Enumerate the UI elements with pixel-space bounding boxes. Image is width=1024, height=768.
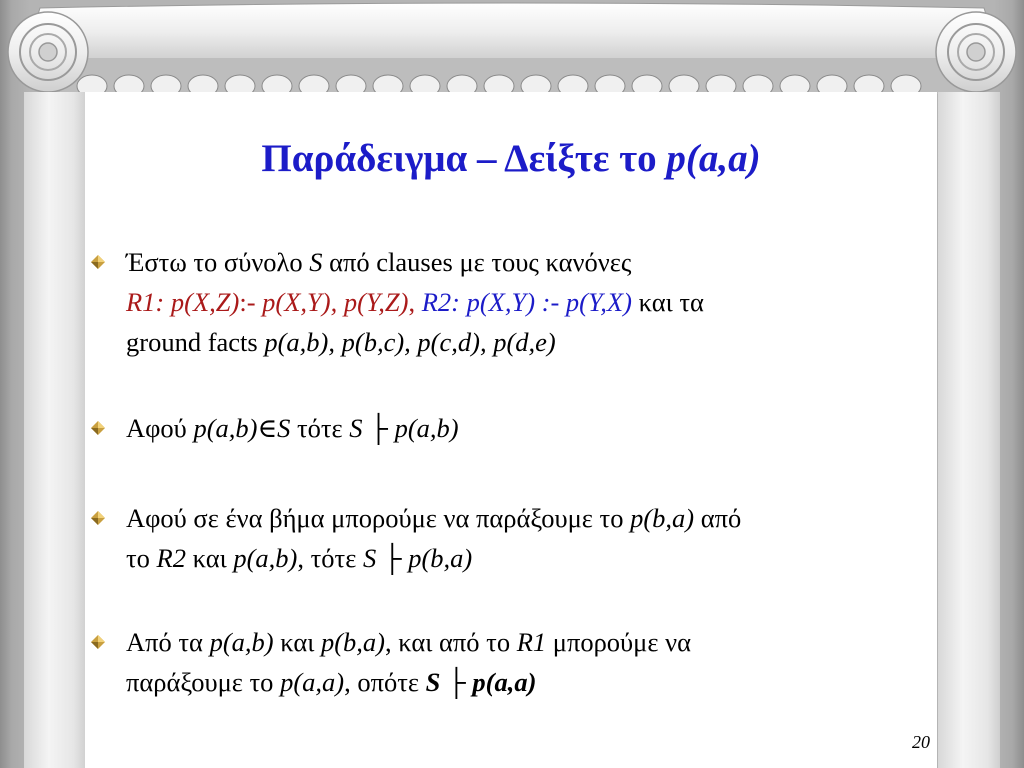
slide-number: 20: [912, 732, 930, 752]
text-run: ,: [408, 287, 422, 317]
text-run: S: [362, 543, 377, 573]
text-run: p(b,a): [630, 503, 695, 533]
bullet-line: [126, 662, 691, 702]
text-run: p(a,b): [209, 627, 274, 657]
bullet-text: [126, 498, 741, 578]
text-run: p(b,a): [408, 543, 473, 573]
text-run: S: [349, 413, 363, 443]
text-run: από clauses με τους κανόνες: [322, 247, 632, 277]
bullet-line: [126, 622, 691, 662]
text-run: S: [309, 247, 323, 277]
text-run: S: [277, 413, 291, 443]
ground-facts: p(a,b), p(b,c), p(c,d), p(d,e): [264, 327, 556, 357]
text-run: και: [185, 543, 234, 573]
text-run: ground facts: [126, 327, 265, 357]
text-run: R1: [516, 627, 547, 657]
element-of-symbol: ∈: [257, 413, 278, 443]
rule-r2: R2: p(X,Y) :- p(Y,X): [421, 287, 632, 317]
text-run: p(a,b): [394, 413, 459, 443]
text-run: p(b,a): [320, 627, 386, 657]
text-run: R2: [156, 543, 186, 573]
text-run: p(a,b): [233, 543, 298, 573]
text-run: , τότε: [297, 543, 363, 573]
text-run: μπορούμε να: [546, 627, 692, 657]
left-volute-icon: [8, 12, 88, 92]
text-run: Αφού: [126, 413, 194, 443]
slide-title: [85, 136, 937, 181]
text-run: , οπότε: [344, 667, 426, 697]
text-run: S: [425, 667, 441, 697]
text-run: το: [126, 543, 157, 573]
conclusion-term: p(a,a): [472, 667, 537, 697]
text-run: από: [694, 503, 742, 533]
text-run: , και από το: [385, 627, 517, 657]
text-run: Έστω το σύνολο: [126, 247, 310, 277]
bullet-line: [126, 408, 459, 448]
diamond-bullet-icon: [90, 420, 106, 436]
text-run: παράξουμε το: [126, 667, 281, 697]
bullet-line: [126, 242, 704, 282]
derives-symbol: ├: [362, 413, 395, 443]
bullet-line: [126, 498, 741, 538]
text-run: p(a,a): [280, 667, 345, 697]
text-run: τότε: [290, 413, 350, 443]
diamond-bullet-icon: [90, 254, 106, 270]
bullet-line: [126, 322, 704, 362]
right-volute-icon: [936, 12, 1016, 92]
bullet-text: [126, 622, 691, 702]
text-run: Αφού σε ένα βήμα μπορούμε να παράξουμε το: [126, 503, 631, 533]
rule-r1-op: :-: [239, 287, 256, 317]
text-run: και τα: [631, 287, 704, 317]
derives-symbol: ├: [440, 667, 473, 697]
bullet-text: [126, 408, 459, 448]
diamond-bullet-icon: [90, 510, 106, 526]
bullet-text: [126, 242, 704, 362]
title-prefix: Παράδειγμα – Δείξτε το: [261, 137, 667, 180]
right-pillar: [938, 92, 1000, 768]
text-run: p(a,b): [193, 413, 258, 443]
title-term: p(a,a): [666, 137, 761, 180]
text-run: και: [273, 627, 321, 657]
bullet-line: [126, 282, 704, 322]
rule-r1-body: p(X,Y), p(Y,Z): [255, 287, 409, 317]
left-pillar: [24, 92, 86, 768]
text-run: Από τα: [126, 627, 210, 657]
bullet-line: [126, 538, 741, 578]
rule-r1-head: R1: p(X,Z): [126, 287, 240, 317]
derives-symbol: ├: [376, 543, 409, 573]
diamond-bullet-icon: [90, 634, 106, 650]
